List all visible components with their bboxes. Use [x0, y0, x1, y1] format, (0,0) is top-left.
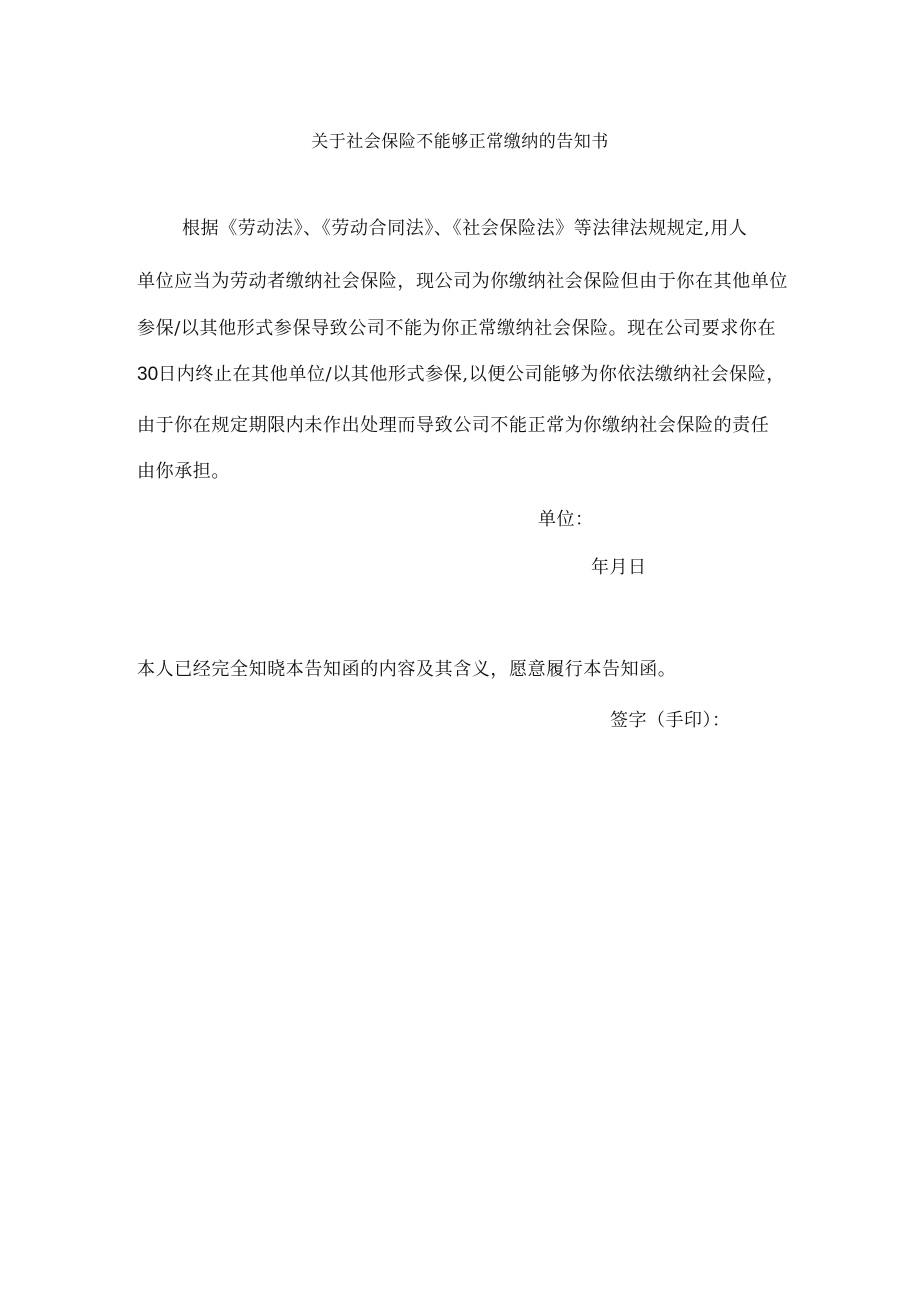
body-line-4	[137, 360, 785, 386]
body-line-4-text: 日内终止在其他单位/以其他形式参保,以便公司能够为你依法缴纳社会保险，	[158, 364, 785, 385]
date-label: 年月日	[591, 557, 647, 578]
body-line-1: 根据《劳动法》、《劳动合同法》、《社会保险法》等法律法规规定,用人	[182, 218, 748, 239]
body-line-2: 单位应当为劳动者缴纳社会保险，现公司为你缴纳社会保险但由于你在其他单位	[137, 271, 788, 292]
body-line-5: 由于你在规定期限内未作出处理而导致公司不能正常为你缴纳社会保险的责任	[137, 415, 770, 436]
acknowledgement-text: 本人已经完全知晓本告知函的内容及其含义，愿意履行本告知函。	[137, 659, 677, 680]
body-line-6: 由你承担。	[137, 461, 230, 482]
deadline-days: 30	[137, 364, 159, 385]
signature-label: 签字（手印）：	[610, 710, 731, 731]
body-line-3: 参保/以其他形式参保导致公司不能为你正常缴纳社会保险。现在公司要求你在	[137, 318, 777, 339]
unit-label: 单位：	[538, 509, 594, 530]
document-title: 关于社会保险不能够正常缴纳的告知书	[311, 132, 609, 152]
